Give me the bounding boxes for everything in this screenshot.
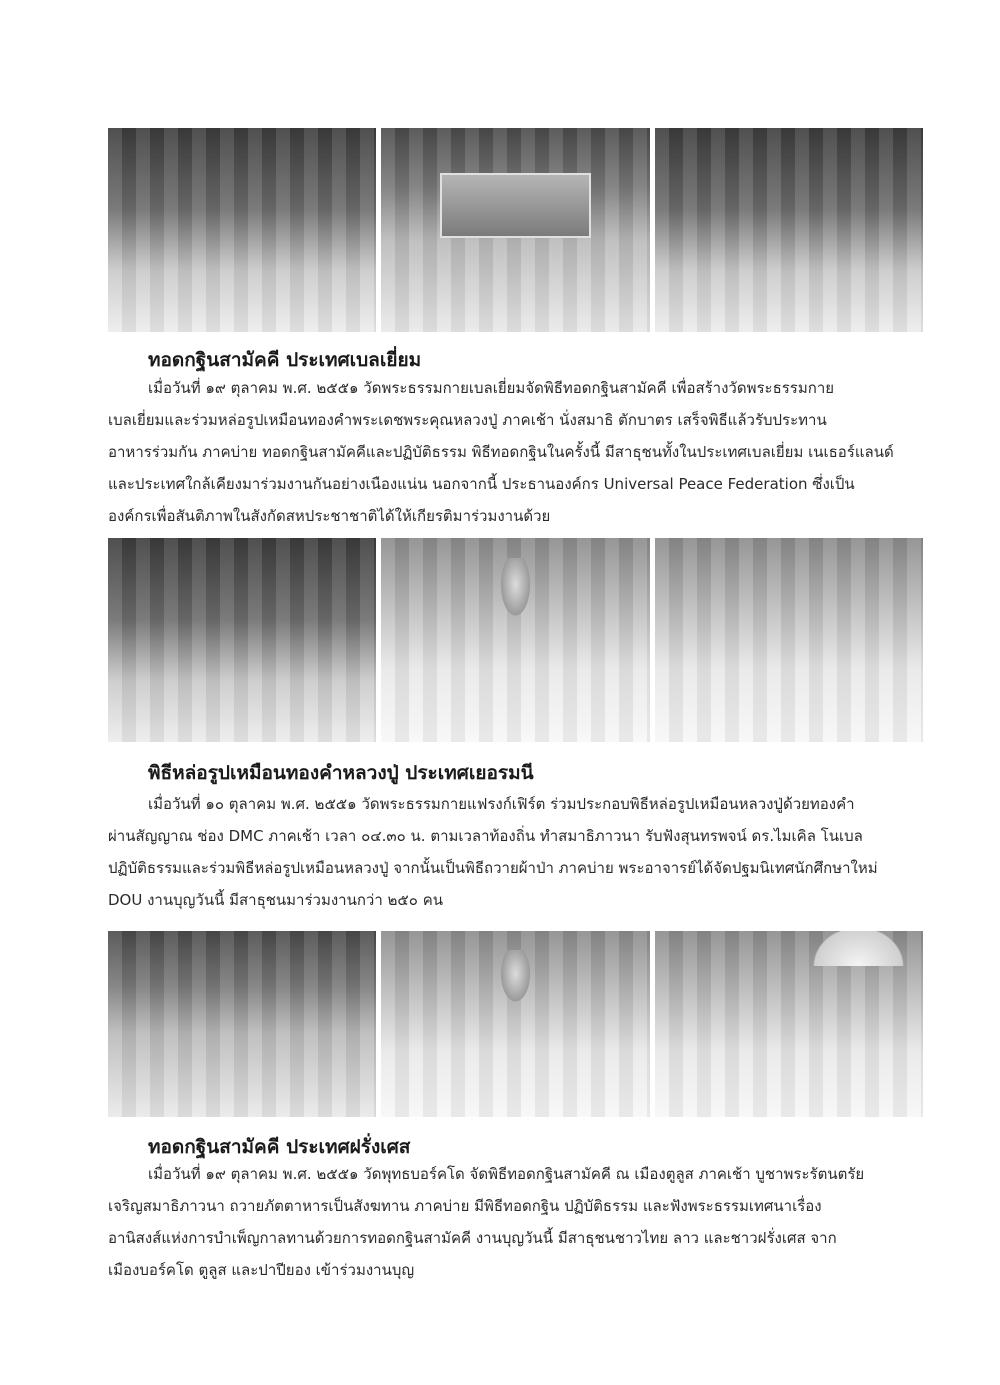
photo-row-germany	[108, 538, 923, 742]
photo-meditating-crowd	[655, 538, 923, 742]
paragraph-line: ปฏิบัติธรรมและร่วมพิธีหล่อรูปเหมือนหลวงปู่ จากนั้นเป็นพิธีถวายผ้าป่า ภาคบ่าย พระอาจารย์ได้จัดปฐมนิเทศนักศึกษาใหม่	[108, 859, 878, 877]
section-heading-france: ทอดกฐินสามัคคี ประเทศฝรั่งเศส	[148, 1136, 411, 1158]
paragraph-line: DOU งานบุญวันนี้ มีสาธุชนมาร่วมงานกว่า ๒๕๐ คน	[108, 891, 443, 909]
paragraph-line: อานิสงส์แห่งการบำเพ็ญกาลทานด้วยการทอดกฐินสามัคคี งานบุญวันนี้ มีสาธุชนชาวไทย ลาว และชาวฝรั่งเศส จาก	[108, 1229, 837, 1247]
paragraph-line: อาหารร่วมกัน ภาคบ่าย ทอดกฐินสามัคคีและปฏิบัติธรรม พิธีทอดกฐินในครั้งนี้ มีสาธุชนทั้งในประเทศเบลเยี่ยม เนเธอร์แลนด์	[108, 443, 894, 461]
photo-ceremony-hall	[381, 128, 649, 332]
photo-assembly-hall	[108, 931, 376, 1117]
section-heading-germany: พิธีหล่อรูปเหมือนทองคำหลวงปู่ ประเทศเยอรมนี	[148, 762, 534, 784]
buddha-statue	[497, 950, 535, 1010]
paragraph-line: เมื่อวันที่ ๑๙ ตุลาคม พ.ศ. ๒๕๕๑ วัดพุทธบอร์คโด จัดพิธีทอดกฐินสามัคคี ณ เมืองตูลูส ภาคเช้า บูชาพระรัตนตรัย	[148, 1165, 865, 1183]
paragraph-line: และประเทศใกล้เคียงมาร่วมงานกันอย่างเนืองแน่น นอกจากนี้ ประธานองค์กร Universal Peace Federation ซึ่งเป็น	[108, 475, 855, 493]
photo-row-france	[108, 931, 923, 1117]
paragraph-line: เจริญสมาธิภาวนา ถวายภัตตาหารเป็นสังฆทาน ภาคบ่าย มีพิธีทอดกฐิน ปฏิบัติธรรม และฟังพระธรรมเทศนาเรื่อง	[108, 1197, 822, 1215]
section-paragraph-france	[108, 1158, 923, 1286]
paragraph-line: เมืองบอร์คโด ตูลูส และปาปียอง เข้าร่วมงานบุญ	[108, 1261, 415, 1279]
section-heading-belgium: ทอดกฐินสามัคคี ประเทศเบลเยี่ยม	[148, 349, 422, 371]
photo-offering-to-nun	[108, 538, 376, 742]
photo-seated-women	[108, 128, 376, 332]
paragraph-line: ผ่านสัญญาณ ช่อง DMC ภาคเช้า เวลา ๐๔.๓๐ น. ตามเวลาท้องถิ่น ทำสมาธิภาวนา รับฟังสุนทรพจน์ ดร.ไมเคิล โนเบล	[108, 827, 863, 845]
paragraph-line: เบลเยี่ยมและร่วมหล่อรูปเหมือนทองคำพระเดชพระคุณหลวงปู่ ภาคเช้า นั่งสมาธิ ตักบาตร เสร็จพิธีแล้วรับประทาน	[108, 411, 827, 429]
photo-row-belgium	[108, 128, 923, 332]
paragraph-line: องค์กรเพื่อสันติภาพในสังกัดสหประชาชาติได้ให้เกียรติมาร่วมงานด้วย	[108, 507, 551, 525]
photo-crystal-buddha	[381, 931, 649, 1117]
buddha-statue	[497, 558, 535, 623]
paragraph-line: เมื่อวันที่ ๑๐ ตุลาคม พ.ศ. ๒๕๕๑ วัดพระธรรมกายแฟรงก์เฟิร์ต ร่วมประกอบพิธีหล่อรูปเหมือนหลวงปู่ด้วยทองคำ	[148, 795, 855, 813]
photo-offering-procession	[655, 128, 923, 332]
paragraph-line: เมื่อวันที่ ๑๙ ตุลาคม พ.ศ. ๒๕๕๑ วัดพระธรรมกายเบลเยี่ยมจัดพิธีทอดกฐินสามัคคี เพื่อสร้างวัดพระธรรมกาย	[148, 379, 835, 397]
photo-buddha-shrine	[381, 538, 649, 742]
stage-backdrop	[440, 173, 590, 238]
section-paragraph-germany	[108, 788, 923, 916]
photo-parasol-procession	[655, 931, 923, 1117]
section-paragraph-belgium	[108, 372, 923, 532]
ceremonial-parasol	[805, 931, 912, 966]
